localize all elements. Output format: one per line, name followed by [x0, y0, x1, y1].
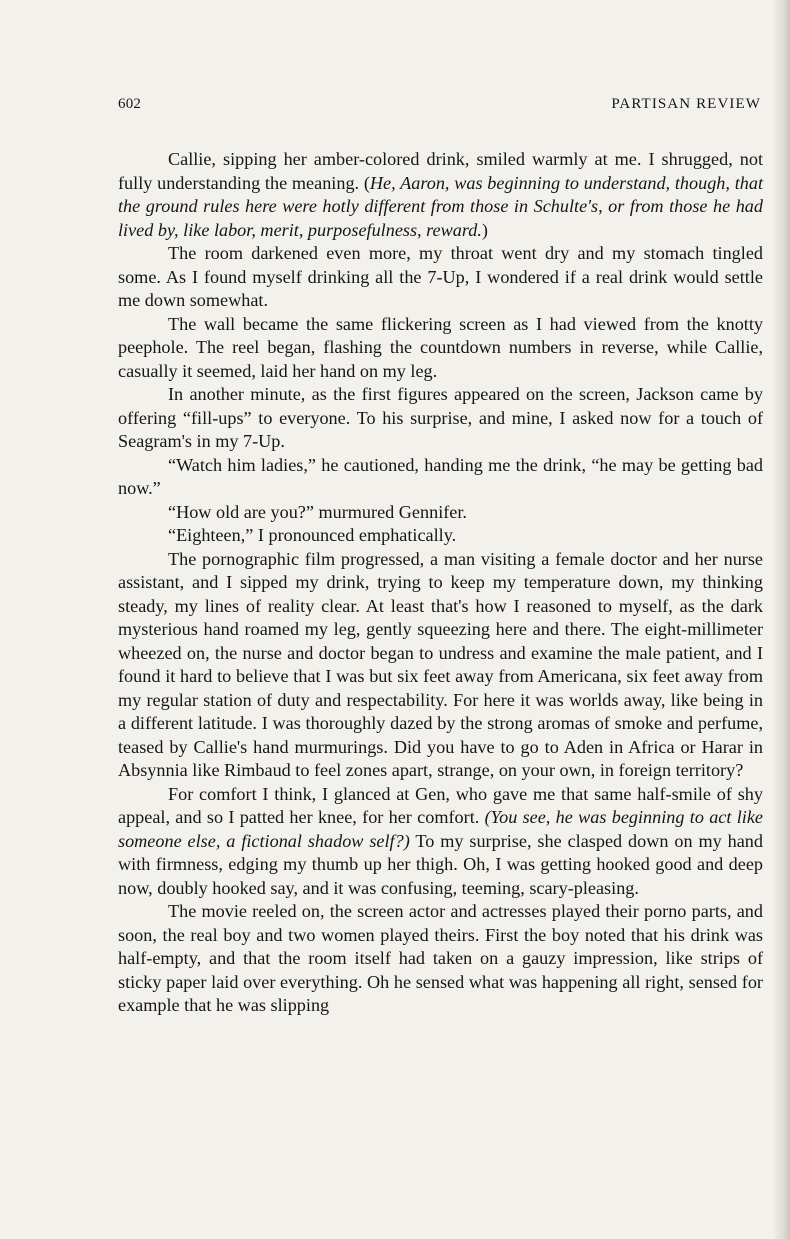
- paragraph-text: “How old are you?” murmured Gennifer.: [168, 501, 467, 522]
- paragraph: [118, 148, 763, 242]
- page-number: 602: [118, 96, 142, 112]
- italic-text: (You see, he was beginning to act like someone else, a fictional shadow self?): [118, 807, 763, 851]
- paragraph-text: The pornographic film progressed, a man visiting a female doctor and her nurse assistant, and I sipped my drink, trying to keep my temperature down, my thinking steady, my lines of reality clear. At least that's how I reasoned to myself, as the dark mysterious hand roamed my leg, gently squeezing here and there. The eight-millimeter wheezed on, the nurse and doctor began to undress and examine the male patient, and I found it hard to believe that I was but six feet away from Americana, six feet away from my regular station of duty and respectability. For here it was worlds away, like being in a different latitude. I was thoroughly dazed by the strong aromas of smoke and perfume, teased by Callie's hand murmurings. Did you have to go to Aden in Africa or Harar in Absynnia like Rimbaud to feel zones apart, strange, on your own, in foreign territory?: [118, 548, 763, 780]
- paragraph-text: ): [481, 219, 488, 240]
- paragraph: [118, 501, 763, 525]
- page-edge-shadow: [772, 0, 790, 1239]
- paragraph-text: The room darkened even more, my throat went dry and my stomach tingled some. As I found myself drinking all the 7-Up, I wondered if a real drink would settle me down somewhat.: [118, 243, 763, 310]
- paragraph: [118, 524, 763, 548]
- paragraph: [118, 242, 763, 313]
- body-text: [118, 148, 763, 1018]
- paragraph: [118, 783, 763, 901]
- paragraph-text: To my surprise, she clasped down on my hand with firmness, edging my thumb up her thigh. Oh, I was getting hooked good and deep now, doubly hooked say, and it was confusing, teeming, scary-pleasing.: [118, 830, 763, 898]
- paragraph: [118, 313, 763, 384]
- journal-title: PARTISAN REVIEW: [611, 96, 761, 112]
- paragraph-text: The wall became the same flickering screen as I had viewed from the knotty peephole. The reel began, flashing the countdown numbers in reverse, while Callie, casually it seemed, laid her hand on my leg.: [118, 313, 763, 381]
- paragraph-text: “Watch him ladies,” he cautioned, handing me the drink, “he may be getting bad now.”: [118, 454, 763, 498]
- paragraph: [118, 454, 763, 501]
- paragraph: [118, 548, 763, 783]
- paragraph-text: For comfort I think, I glanced at Gen, who gave me that same half-smile of shy appeal, and so I patted her knee, for her comfort.: [118, 783, 763, 827]
- running-head: [118, 96, 761, 114]
- paragraph-text: Callie, sipping her amber-colored drink, smiled warmly at me. I shrugged, not fully understanding the meaning. (: [118, 149, 763, 193]
- italic-text: He, Aaron, was beginning to understand, though, that the ground rules here were hotly different from those in Schulte's, or from those he had lived by, like labor, merit, purposefulness, reward.: [118, 172, 763, 240]
- paragraph-text: “Eighteen,” I pronounced emphatically.: [168, 525, 457, 545]
- paragraph: [118, 900, 763, 1018]
- paragraph: [118, 383, 763, 454]
- paragraph-text: In another minute, as the first figures appeared on the screen, Jackson came by offering “fill-ups” to everyone. To his surprise, and mine, I asked now for a touch of Seagram's in my 7-Up.: [118, 384, 763, 451]
- paragraph-text: The movie reeled on, the screen actor and actresses played their porno parts, and soon, the real boy and two women played theirs. First the boy noted that his drink was half-empty, and that the room itself had taken on a gauzy impression, like strips of sticky paper laid over everything. Oh he sensed what was happening all right, sensed for example that he was slipping: [118, 901, 763, 1015]
